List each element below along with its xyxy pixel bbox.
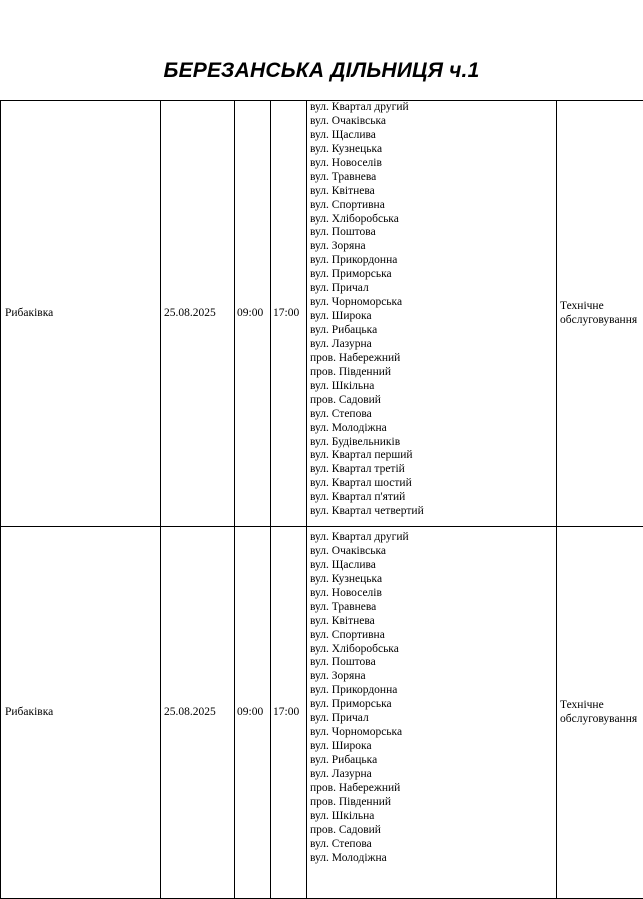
date-cell: 25.08.2025 xyxy=(161,101,235,527)
start-time-cell: 09:00 xyxy=(235,527,271,899)
end-time-cell: 17:00 xyxy=(271,527,307,899)
street-name: вул. Квартал перший xyxy=(310,449,556,463)
street-name: пров. Південний xyxy=(310,796,556,810)
street-name: вул. Квартал п'ятий xyxy=(310,491,556,505)
street-name: вул. Травнева xyxy=(310,171,556,185)
street-name: вул. Хліборобська xyxy=(310,213,556,227)
street-name: вул. Причал xyxy=(310,712,556,726)
street-name: вул. Широка xyxy=(310,310,556,324)
street-name: вул. Шкільна xyxy=(310,810,556,824)
work-type-cell: Технічне обслуговування xyxy=(557,101,643,527)
street-name: вул. Травнева xyxy=(310,601,556,615)
table-row xyxy=(1,527,643,899)
street-name: вул. Будівельників xyxy=(310,436,556,450)
street-name: вул. Новоселів xyxy=(310,157,556,171)
street-name: вул. Щаслива xyxy=(310,129,556,143)
settlement-cell: Рибаківка xyxy=(1,101,161,527)
street-name: вул. Квітнева xyxy=(310,185,556,199)
page-title: БЕРЕЗАНСЬКА ДІЛЬНИЦЯ ч.1 xyxy=(0,56,643,86)
street-name: вул. Квартал четвертий xyxy=(310,505,556,519)
street-name: вул. Лазурна xyxy=(310,338,556,352)
date-cell: 25.08.2025 xyxy=(161,527,235,899)
outage-table xyxy=(0,100,643,899)
settlement-cell: Рибаківка xyxy=(1,527,161,899)
street-name: вул. Очаківська xyxy=(310,545,556,559)
street-name: вул. Очаківська xyxy=(310,115,556,129)
street-name: вул. Квартал третій xyxy=(310,463,556,477)
street-name: пров. Садовий xyxy=(310,824,556,838)
street-name: вул. Прикордонна xyxy=(310,254,556,268)
street-name: вул. Поштова xyxy=(310,656,556,670)
street-name: вул. Приморська xyxy=(310,268,556,282)
street-name: вул. Зоряна xyxy=(310,240,556,254)
street-name: вул. Молодіжна xyxy=(310,422,556,436)
street-name: вул. Зоряна xyxy=(310,670,556,684)
street-name: вул. Причал xyxy=(310,282,556,296)
street-name: вул. Рибацька xyxy=(310,324,556,338)
street-name: вул. Чорноморська xyxy=(310,296,556,310)
street-name: вул. Молодіжна xyxy=(310,852,556,866)
street-name: вул. Щаслива xyxy=(310,559,556,573)
street-name: вул. Чорноморська xyxy=(310,726,556,740)
street-name: вул. Квітнева xyxy=(310,615,556,629)
street-name: вул. Хліборобська xyxy=(310,643,556,657)
streets-cell xyxy=(307,527,557,899)
street-name: пров. Південний xyxy=(310,366,556,380)
street-name: вул. Спортивна xyxy=(310,629,556,643)
street-name: пров. Садовий xyxy=(310,394,556,408)
start-time-cell: 09:00 xyxy=(235,101,271,527)
street-name: пров. Набережний xyxy=(310,782,556,796)
table-row xyxy=(1,101,643,527)
street-name: вул. Новоселів xyxy=(310,587,556,601)
work-type-cell: Технічне обслуговування xyxy=(557,527,643,899)
street-name: вул. Степова xyxy=(310,838,556,852)
street-name: вул. Лазурна xyxy=(310,768,556,782)
street-name: вул. Квартал шостий xyxy=(310,477,556,491)
street-name: вул. Поштова xyxy=(310,226,556,240)
street-name: вул. Квартал другий xyxy=(310,531,556,545)
street-list xyxy=(310,101,556,519)
street-name: вул. Шкільна xyxy=(310,380,556,394)
street-name: вул. Кузнецька xyxy=(310,573,556,587)
street-name: вул. Степова xyxy=(310,408,556,422)
street-name: вул. Прикордонна xyxy=(310,684,556,698)
street-name: вул. Спортивна xyxy=(310,199,556,213)
street-name: вул. Кузнецька xyxy=(310,143,556,157)
street-name: вул. Квартал другий xyxy=(310,101,556,115)
street-name: вул. Рибацька xyxy=(310,754,556,768)
streets-cell xyxy=(307,101,557,527)
street-name: вул. Широка xyxy=(310,740,556,754)
street-name: вул. Приморська xyxy=(310,698,556,712)
street-name: пров. Набережний xyxy=(310,352,556,366)
street-list xyxy=(310,527,556,866)
end-time-cell: 17:00 xyxy=(271,101,307,527)
